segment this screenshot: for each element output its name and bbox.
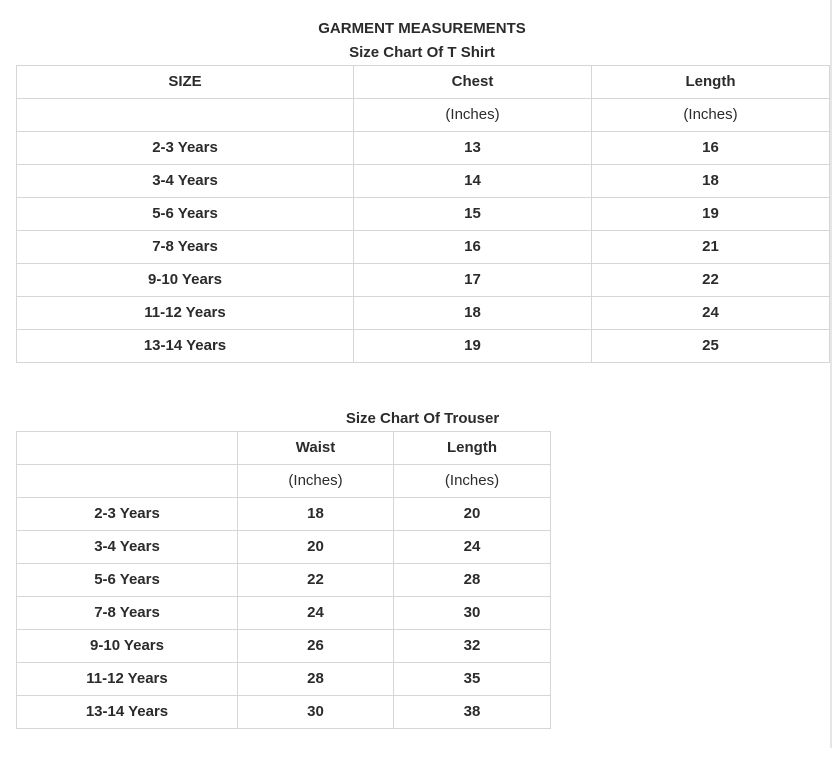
size-cell: 13-14 Years — [17, 330, 354, 363]
tshirt-size-table — [16, 65, 830, 363]
length-cell: 20 — [394, 498, 551, 531]
chest-cell: 17 — [354, 264, 592, 297]
size-cell: 11-12 Years — [17, 297, 354, 330]
table-row — [17, 165, 830, 198]
length-cell: 32 — [394, 630, 551, 663]
length-cell: 25 — [592, 330, 830, 363]
chest-cell: 14 — [354, 165, 592, 198]
page-title: GARMENT MEASUREMENTS — [318, 20, 526, 37]
size-cell: 3-4 Years — [17, 531, 238, 564]
size-cell: 3-4 Years — [17, 165, 354, 198]
waist-unit: (Inches) — [238, 465, 394, 498]
table-row — [17, 663, 551, 696]
table-header-row — [17, 66, 830, 99]
table-row — [17, 498, 551, 531]
size-cell: 11-12 Years — [17, 663, 238, 696]
length-cell: 35 — [394, 663, 551, 696]
table-row — [17, 231, 830, 264]
table-row — [17, 696, 551, 729]
table-unit-row — [17, 99, 830, 132]
length-cell: 19 — [592, 198, 830, 231]
waist-cell: 30 — [238, 696, 394, 729]
table-header-row — [17, 432, 551, 465]
table-row — [17, 630, 551, 663]
chest-cell: 18 — [354, 297, 592, 330]
size-header — [17, 432, 238, 465]
length-header: Length — [394, 432, 551, 465]
size-cell: 5-6 Years — [17, 198, 354, 231]
tshirt-chart-caption: Size Chart Of T Shirt — [349, 44, 495, 61]
length-unit: (Inches) — [394, 465, 551, 498]
table-row — [17, 198, 830, 231]
size-cell: 7-8 Years — [17, 597, 238, 630]
table-unit-row — [17, 465, 551, 498]
table-row — [17, 264, 830, 297]
size-cell: 9-10 Years — [17, 630, 238, 663]
length-cell: 30 — [394, 597, 551, 630]
length-cell: 22 — [592, 264, 830, 297]
table-row — [17, 297, 830, 330]
table-row — [17, 564, 551, 597]
table-row — [17, 132, 830, 165]
length-cell: 28 — [394, 564, 551, 597]
size-cell: 9-10 Years — [17, 264, 354, 297]
size-cell: 2-3 Years — [17, 498, 238, 531]
trouser-size-table — [16, 431, 551, 729]
size-cell: 13-14 Years — [17, 696, 238, 729]
table-row — [17, 531, 551, 564]
length-cell: 16 — [592, 132, 830, 165]
size-cell: 5-6 Years — [17, 564, 238, 597]
chest-cell: 13 — [354, 132, 592, 165]
chest-cell: 19 — [354, 330, 592, 363]
length-cell: 21 — [592, 231, 830, 264]
length-cell: 24 — [394, 531, 551, 564]
length-cell: 38 — [394, 696, 551, 729]
unit-cell — [17, 465, 238, 498]
unit-cell — [17, 99, 354, 132]
size-cell: 7-8 Years — [17, 231, 354, 264]
waist-cell: 22 — [238, 564, 394, 597]
chest-unit: (Inches) — [354, 99, 592, 132]
waist-cell: 28 — [238, 663, 394, 696]
length-cell: 24 — [592, 297, 830, 330]
chest-header: Chest — [354, 66, 592, 99]
length-unit: (Inches) — [592, 99, 830, 132]
trouser-chart-caption: Size Chart Of Trouser — [345, 410, 500, 427]
waist-cell: 24 — [238, 597, 394, 630]
size-cell: 2-3 Years — [17, 132, 354, 165]
table-row — [17, 330, 830, 363]
table-row — [17, 597, 551, 630]
length-cell: 18 — [592, 165, 830, 198]
waist-cell: 26 — [238, 630, 394, 663]
waist-cell: 18 — [238, 498, 394, 531]
size-header: SIZE — [17, 66, 354, 99]
chest-cell: 16 — [354, 231, 592, 264]
length-header: Length — [592, 66, 830, 99]
waist-cell: 20 — [238, 531, 394, 564]
waist-header: Waist — [238, 432, 394, 465]
chest-cell: 15 — [354, 198, 592, 231]
